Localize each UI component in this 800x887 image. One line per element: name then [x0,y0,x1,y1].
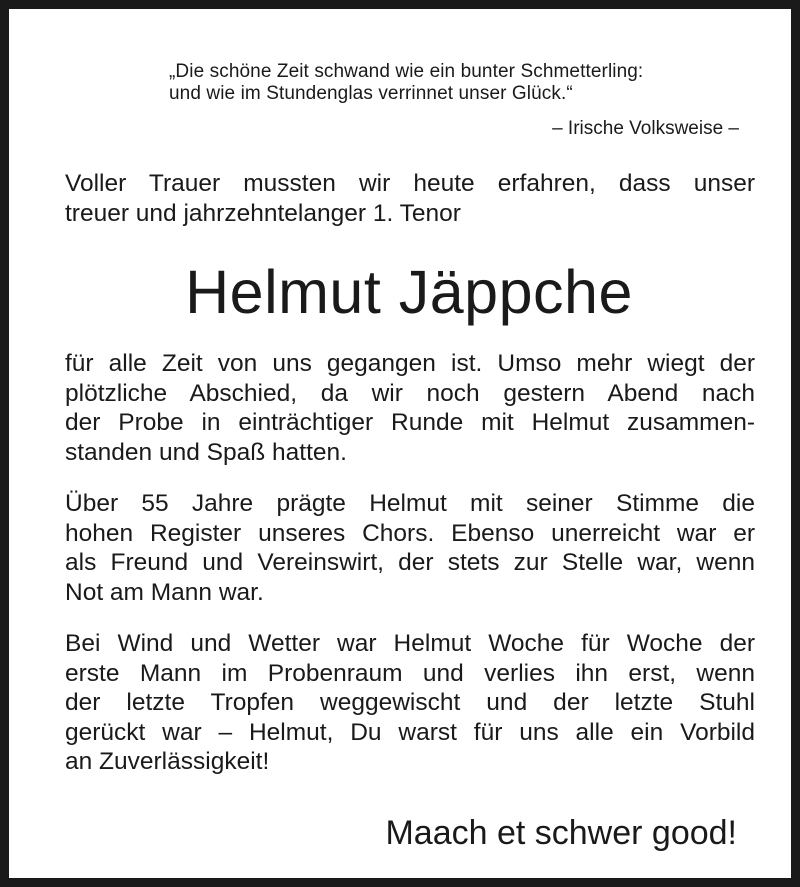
body-paragraph-1 [65,349,755,467]
body-paragraph-3 [65,629,755,777]
quote-attribution: – Irische Volksweise – [552,118,739,139]
quote-line: und wie im Stundenglas verrinnet unser Glück.“ [169,83,573,104]
paragraph-line: erste Mann im Probenraum und verlies ihn erst, wenn [65,659,755,687]
quote-line: „Die schöne Zeit schwand wie ein bunter Schmetterling: [169,61,644,82]
closing-farewell: Maach et schwer good! [385,814,737,852]
paragraph-line: als Freund und Vereinswirt, der stets zur Stelle war, wenn [65,549,755,576]
epigraph-quote [169,61,749,105]
paragraph-line: der letzte Tropfen weggewischt und der letzte Stuhl [65,689,755,716]
paragraph-line: hohen Register unseres Chors. Ebenso unerreicht war er [65,519,755,547]
paragraph-line: der Probe in einträchtiger Runde mit Helmut zusammen- [65,409,755,436]
intro-paragraph [65,169,755,228]
paragraph-line: Not am Mann war. [65,578,264,606]
paragraph-line: Voller Trauer mussten wir heute erfahren, dass unser [65,170,755,197]
deceased-name: Helmut Jäppche [185,258,633,326]
paragraph-line: Bei Wind und Wetter war Helmut Woche für Woche der [65,630,755,657]
paragraph-line: standen und Spaß hatten. [65,438,347,466]
paragraph-line: für alle Zeit von uns gegangen ist. Umso mehr wiegt der [65,350,755,377]
body-paragraph-2 [65,489,755,607]
paragraph-line: treuer und jahrzehntelanger 1. Tenor [65,199,461,227]
paragraph-line: plötzliche Abschied, da wir noch gestern Abend nach [65,379,755,407]
paragraph-line: gerückt war – Helmut, Du warst für uns alle ein Vorbild [65,718,755,746]
paragraph-line: Über 55 Jahre prägte Helmut mit seiner Stimme die [65,490,755,517]
paragraph-line: an Zuverlässigkeit! [65,748,270,775]
